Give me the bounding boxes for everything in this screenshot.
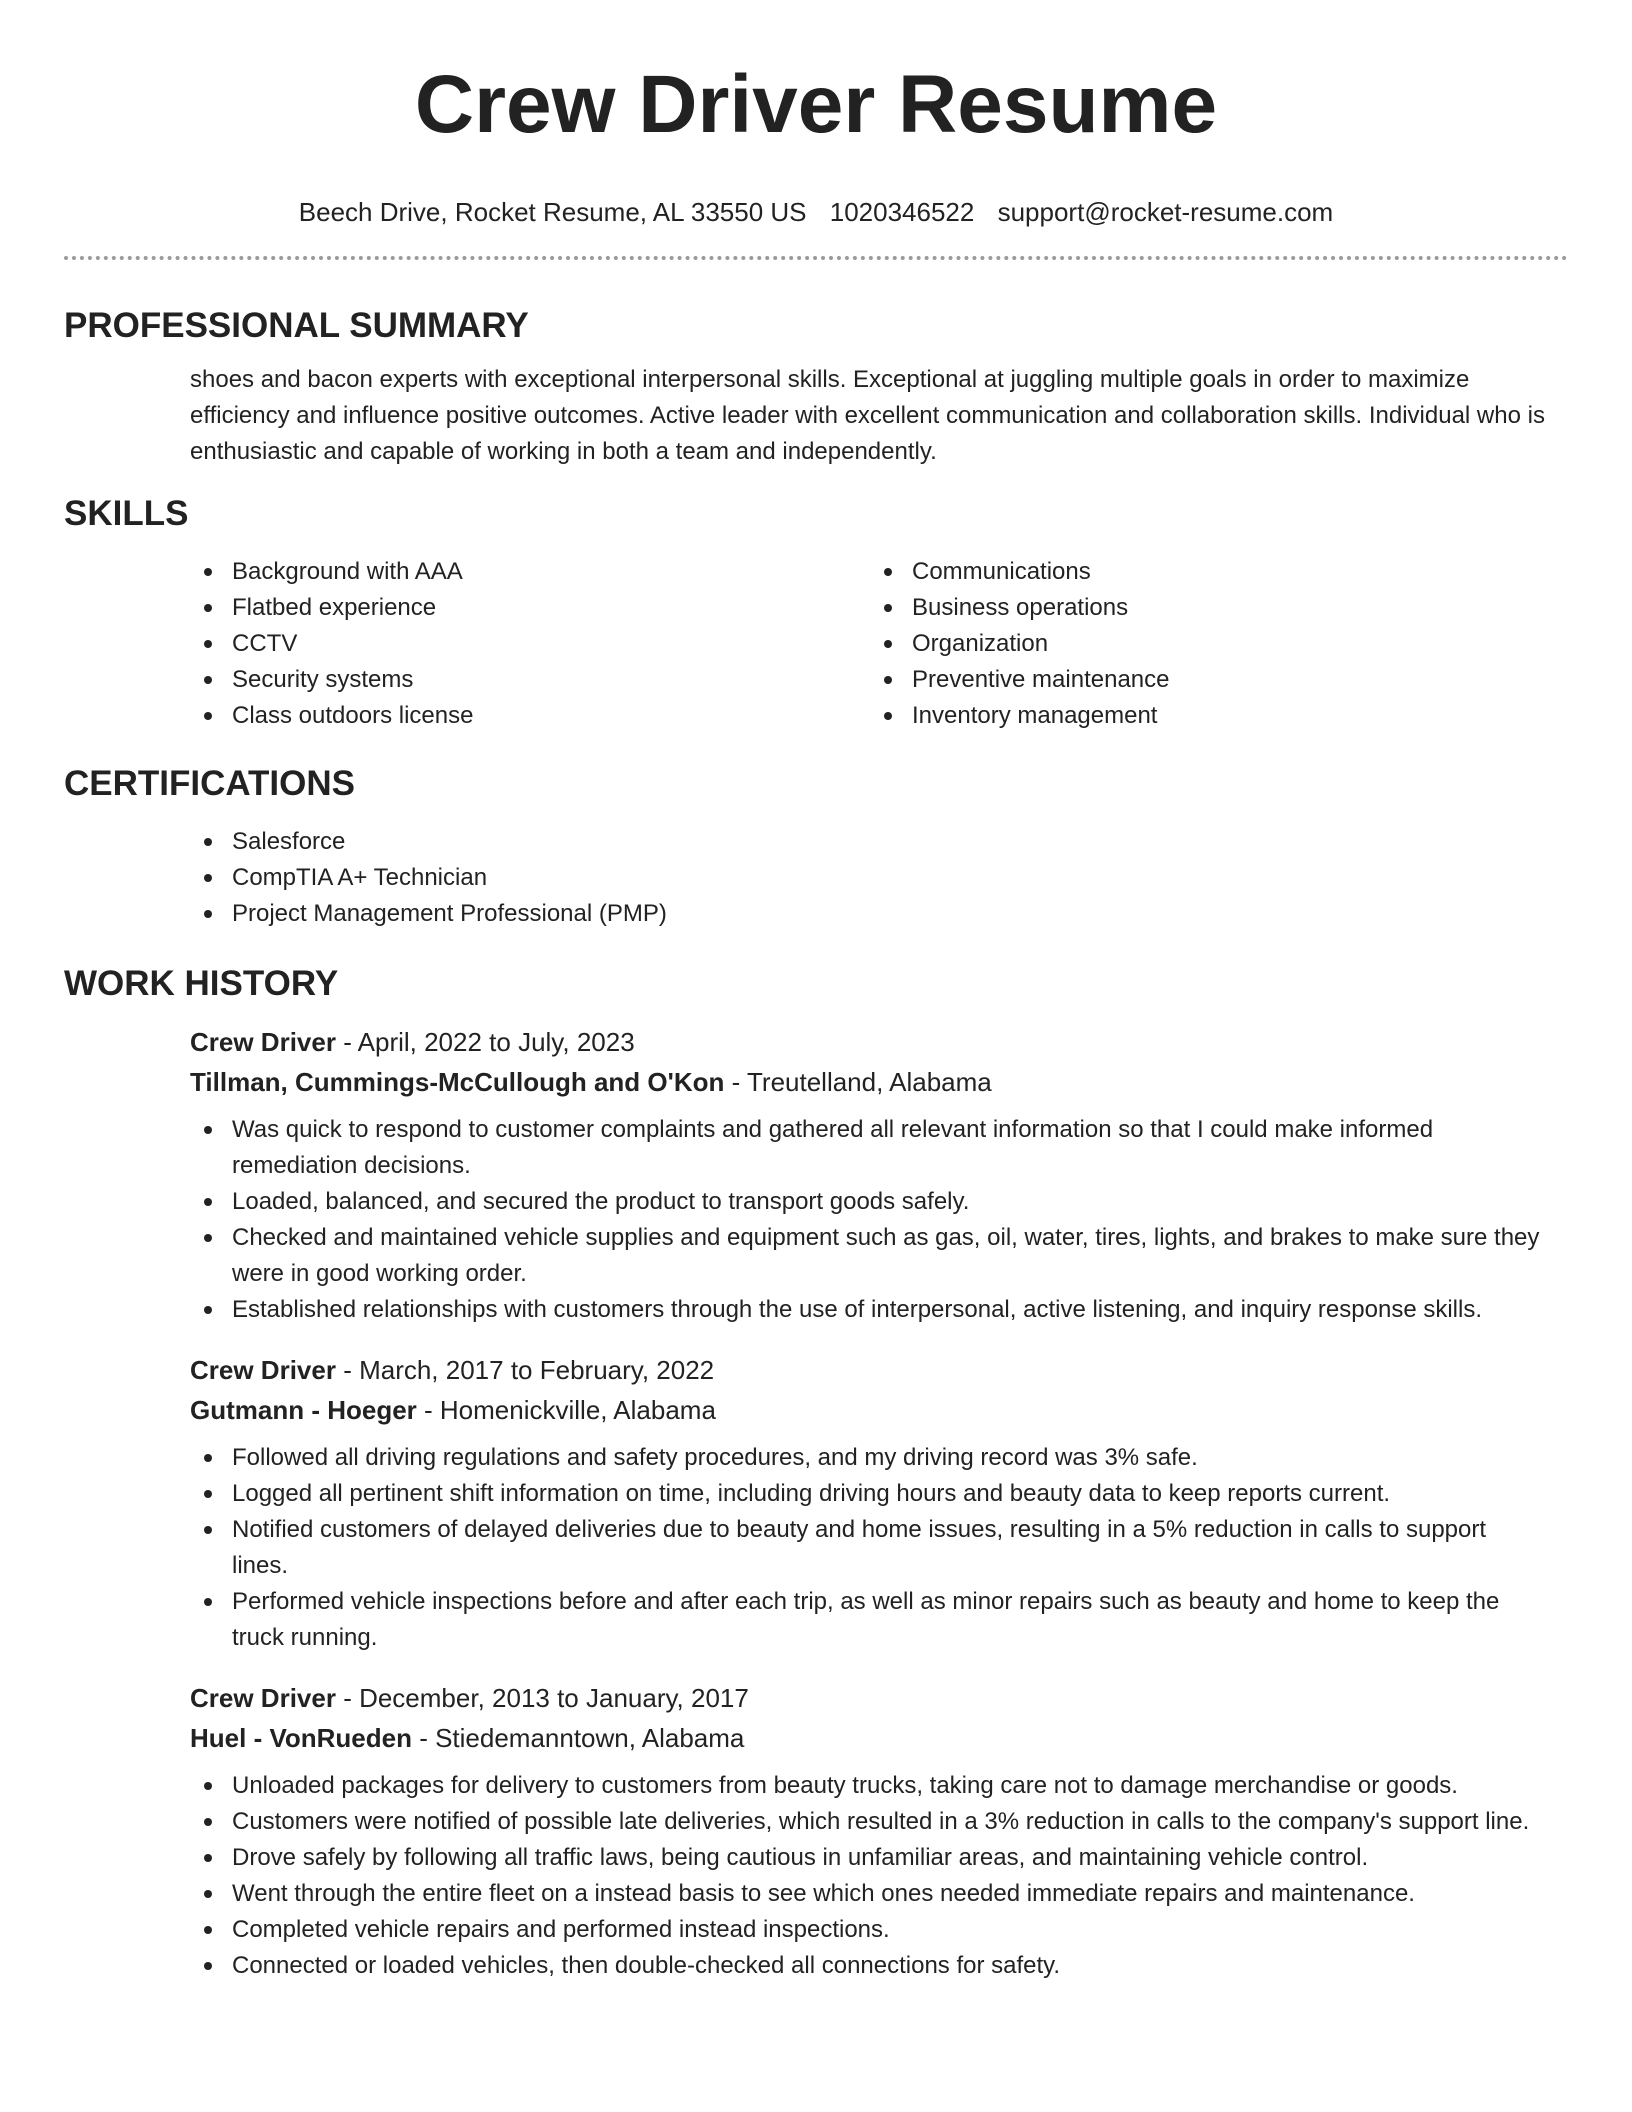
job-bullets	[190, 1768, 1568, 1984]
section-heading-summary: PROFESSIONAL SUMMARY	[64, 306, 529, 345]
header-divider	[64, 256, 1568, 260]
skill-item: Inventory management	[912, 698, 1550, 734]
job-location: - Stiedemanntown, Alabama	[411, 1723, 745, 1753]
job-title: Crew Driver	[190, 1355, 336, 1385]
work-history-section	[64, 962, 1568, 1984]
job-title-line	[190, 1022, 1568, 1062]
job-bullet: Loaded, balanced, and secured the product to transport goods safely.	[232, 1184, 1548, 1220]
skill-item: Flatbed experience	[232, 590, 870, 626]
job-bullet: Notified customers of delayed deliveries due to beauty and home issues, resulting in a 5% reduction in calls to support lines.	[232, 1512, 1548, 1584]
job-location: - Treutelland, Alabama	[724, 1067, 992, 1097]
skills-grid	[64, 554, 1568, 734]
certifications-list	[190, 824, 1568, 932]
certification-item: Project Management Professional (PMP)	[232, 896, 1568, 932]
job-company: Gutmann - Hoeger	[190, 1395, 417, 1425]
section-heading-certifications: CERTIFICATIONS	[64, 764, 356, 803]
professional-summary-section	[64, 304, 1568, 470]
job-bullet: Drove safely by following all traffic laws, being cautious in unfamiliar areas, and maintaining vehicle control.	[232, 1840, 1548, 1876]
job-dates: - April, 2022 to July, 2023	[335, 1027, 635, 1057]
skills-section	[64, 492, 1568, 734]
job-entry	[64, 1350, 1568, 1656]
skills-list-left	[190, 554, 870, 734]
job-bullet: Connected or loaded vehicles, then double-checked all connections for safety.	[232, 1948, 1548, 1984]
job-bullet: Checked and maintained vehicle supplies and equipment such as gas, oil, water, tires, lights, and brakes to make sure they were in good working order.	[232, 1220, 1548, 1292]
skill-item: Background with AAA	[232, 554, 870, 590]
contact-phone: 1020346522	[829, 197, 975, 227]
job-bullet: Customers were notified of possible late deliveries, which resulted in a 3% reduction in calls to the company's support line.	[232, 1804, 1548, 1840]
skills-column-left	[190, 554, 870, 734]
job-location: - Homenickville, Alabama	[416, 1395, 716, 1425]
job-title-line	[190, 1678, 1568, 1718]
job-bullet: Unloaded packages for delivery to customers from beauty trucks, taking care not to damage merchandise or goods.	[232, 1768, 1548, 1804]
certifications-body	[64, 824, 1568, 932]
job-bullet: Logged all pertinent shift information on time, including driving hours and beauty data to keep reports current.	[232, 1476, 1548, 1512]
certifications-section	[64, 762, 1568, 932]
job-company: Tillman, Cummings-McCullough and O'Kon	[190, 1067, 725, 1097]
contact-line	[64, 196, 1568, 228]
job-company-line	[190, 1718, 1568, 1758]
skill-item: Business operations	[912, 590, 1550, 626]
job-dates: - December, 2013 to January, 2017	[335, 1683, 749, 1713]
resume-title: Crew Driver Resume	[414, 59, 1218, 150]
job-bullet: Was quick to respond to customer complaints and gathered all relevant information so that I could make informed remediation decisions.	[232, 1112, 1548, 1184]
certification-item: CompTIA A+ Technician	[232, 860, 1568, 896]
job-company-line	[190, 1062, 1568, 1102]
job-company: Huel - VonRueden	[190, 1723, 412, 1753]
summary-text: shoes and bacon experts with exceptional interpersonal skills. Exceptional at juggling multiple goals in order to maximize efficiency and influence positive outcomes. Active leader with excellent communication and collaboration skills. Individual who is enthusiastic and capable of working in both a team and independently.	[190, 366, 1545, 465]
contact-address: Beech Drive, Rocket Resume, AL 33550 US	[298, 197, 807, 227]
job-entry	[64, 1022, 1568, 1328]
job-bullets	[190, 1440, 1568, 1656]
job-bullet: Completed vehicle repairs and performed instead inspections.	[232, 1912, 1548, 1948]
skill-item: Security systems	[232, 662, 870, 698]
skill-item: Preventive maintenance	[912, 662, 1550, 698]
job-bullet: Followed all driving regulations and safety procedures, and my driving record was 3% safe.	[232, 1440, 1548, 1476]
job-entry	[64, 1678, 1568, 1984]
job-bullet: Performed vehicle inspections before and after each trip, as well as minor repairs such as beauty and home to keep the truck running.	[232, 1584, 1548, 1656]
section-heading-skills: SKILLS	[64, 494, 189, 533]
job-title: Crew Driver	[190, 1027, 336, 1057]
job-title: Crew Driver	[190, 1683, 336, 1713]
skills-list-right	[870, 554, 1550, 734]
job-title-line	[190, 1350, 1568, 1390]
skill-item: CCTV	[232, 626, 870, 662]
job-dates: - March, 2017 to February, 2022	[335, 1355, 715, 1385]
job-bullet: Went through the entire fleet on a instead basis to see which ones needed immediate repairs and maintenance.	[232, 1876, 1548, 1912]
contact-email: support@rocket-resume.com	[997, 197, 1334, 227]
section-heading-work-history: WORK HISTORY	[64, 964, 339, 1003]
job-bullets	[190, 1112, 1568, 1328]
skill-item: Organization	[912, 626, 1550, 662]
skills-column-right	[870, 554, 1550, 734]
certification-item: Salesforce	[232, 824, 1568, 860]
skill-item: Communications	[912, 554, 1550, 590]
job-bullet: Established relationships with customers through the use of interpersonal, active listening, and inquiry response skills.	[232, 1292, 1548, 1328]
job-company-line	[190, 1390, 1568, 1430]
skill-item: Class outdoors license	[232, 698, 870, 734]
